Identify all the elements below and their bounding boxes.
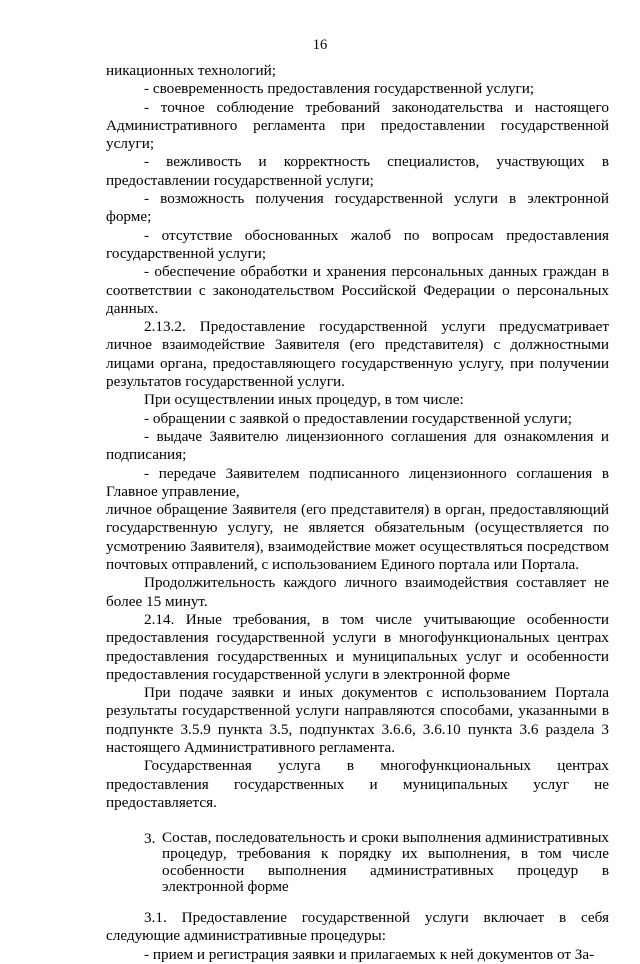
section-title: Состав, последовательность и сроки выполнения административных процедур, требования к порядку их выполнения, в том числе особенности выполнения административных процедур в электронной форме: [162, 829, 609, 895]
paragraph: личное обращение Заявителя (его представителя) в орган, предоставляющий государственную услугу, не является обязательным (осуществляется по усмотрению Заявителя), взаимодействие может осуществляться посредством почтовых отправлений, с использованием Единого портала или Портала.: [106, 501, 609, 574]
list-item: - выдаче Заявителю лицензионного соглашения для ознакомления и подписания;: [106, 427, 609, 464]
paragraph: 3.1. Предоставление государственной услуги включает в себя следующие административные процедуры:: [106, 908, 609, 945]
list-item: - обращении с заявкой о предоставлении государственной услуги;: [144, 409, 572, 427]
list-item: - прием и регистрация заявки и прилагаемых к ней документов от За-: [144, 945, 595, 963]
paragraph: При осуществлении иных процедур, в том числе:: [144, 391, 464, 409]
list-item: - отсутствие обоснованных жалоб по вопросам предоставления государственной услуги;: [106, 226, 609, 262]
page-number: 16: [312, 37, 328, 53]
list-item: - обеспечение обработки и хранения персональных данных граждан в соответствии с законодательством Российской Федерации о персональных данных.: [106, 263, 609, 317]
section-number: 3.: [144, 830, 156, 848]
document-body: [106, 62, 609, 964]
section-heading: [106, 830, 609, 895]
paragraph: Государственная услуга в многофункциональных центрах предоставления государственных и муниципальных услуг не предоставляется.: [106, 757, 609, 811]
list-item: - точное соблюдение требований законодательства и настоящего Административного регламента при предоставлении государственной услуги;: [106, 98, 609, 153]
paragraph: 2.13.2. Предоставление государственной услуги предусматривает личное взаимодействие Заявителя (его представителя) с должностными лицами органа, предоставляющего государственную услугу, при получении результатов государственной услуги.: [106, 318, 609, 391]
list-item: - передаче Заявителем подписанного лицензионного соглашения в Главное управление,: [106, 464, 609, 500]
list-item: - своевременность предоставления государственной услуги;: [144, 80, 535, 98]
paragraph: Продолжительность каждого личного взаимодействия составляет не более 15 минут.: [106, 574, 609, 610]
paragraph: никационных технологий;: [106, 62, 277, 79]
list-item: - возможность получения государственной услуги в электронной форме;: [106, 190, 609, 226]
paragraph: При подаче заявки и иных документов с использованием Портала результаты государственной услуги направляются способами, указанными в подпункте 3.5.9 пункта 3.5, подпунктах 3.6.6, 3.6.10 пункта 3.6 раздела 3 настоящего Административного регламента.: [106, 684, 609, 756]
paragraph: 2.14. Иные требования, в том числе учитывающие особенности предоставления государственной услуги в многофункциональных центрах предоставления государственных и муниципальных услуг и особенности предоставления государственной услуги в электронной форме: [106, 610, 609, 683]
list-item: - вежливость и корректность специалистов, участвующих в предоставлении государственной услуги;: [106, 153, 609, 189]
